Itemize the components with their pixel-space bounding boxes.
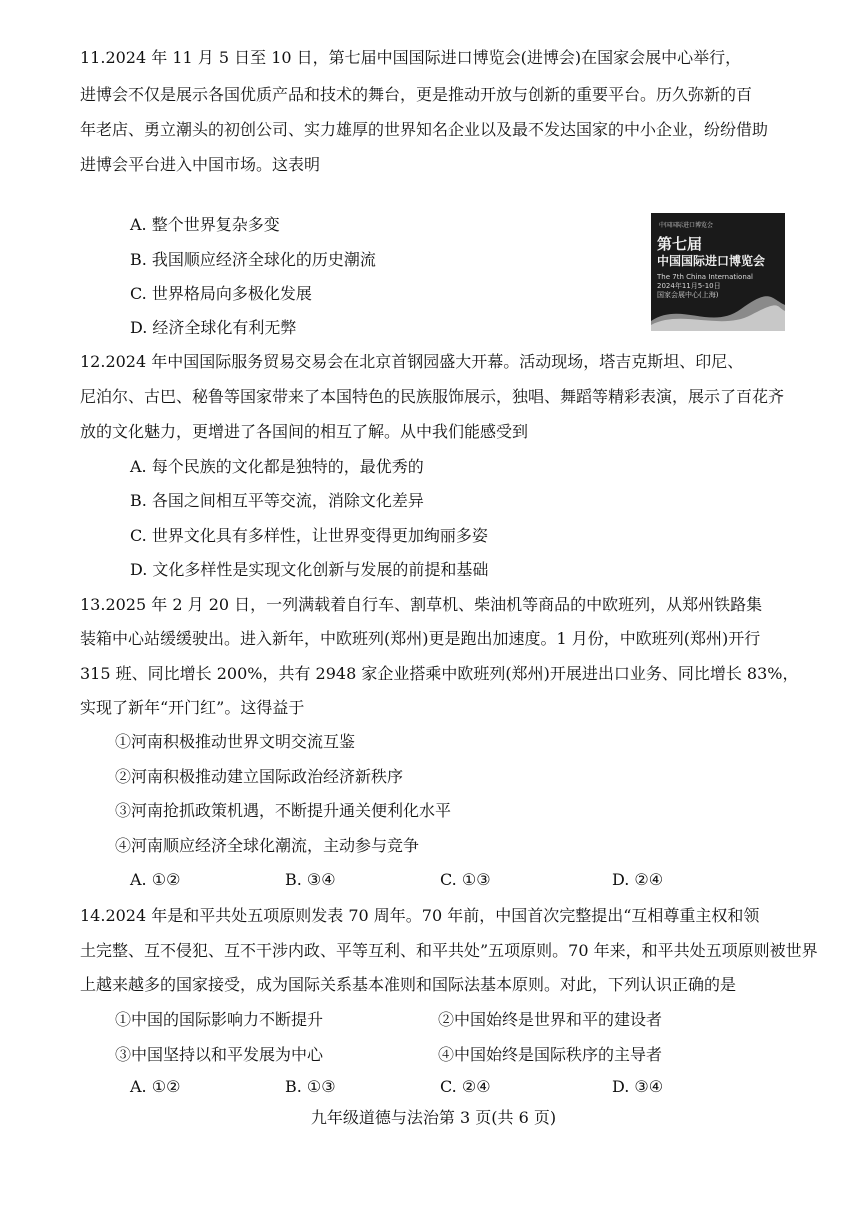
q13-option-b: B. ③④ (285, 870, 336, 889)
q13-item-4: ④河南顺应经济全球化潮流，主动参与竞争 (115, 836, 420, 855)
q13-item-3: ③河南抢抓政策机遇，不断提升通关便利化水平 (115, 801, 452, 820)
q11-option-d: D. 经济全球化有利无弊 (130, 318, 297, 337)
poster-subtitle-line-2: 2024年11月5-10日 (657, 282, 721, 290)
q11-option-a: A. 整个世界复杂多变 (130, 215, 280, 234)
q13-option-d: D. ②④ (612, 870, 664, 889)
q13-option-a: A. ①② (130, 870, 181, 889)
poster-title-line-2: 中国国际进口博览会 (657, 254, 766, 268)
q14-option-a: A. ①② (130, 1077, 181, 1096)
q13-stem-line-3: 315 班、同比增长 200%，共有 2948 家企业搭乘中欧班列(郑州)开展进出口业务、同比增长 83%， (80, 664, 799, 683)
poster-subtitle-line-1: The 7th China International (657, 273, 754, 281)
q13-option-c: C. ①③ (440, 870, 491, 889)
q12-option-c: C. 世界文化具有多样性，让世界变得更加绚丽多姿 (130, 526, 488, 545)
q13-stem-line-2: 装箱中心站缓缓驶出。进入新年，中欧班列(郑州)更是跑出加速度。1 月份，中欧班列(郑州)开行 (80, 629, 761, 648)
expo-poster-image (651, 213, 785, 331)
q12-stem-line-1: 12.2024 年中国国际服务贸易交易会在北京首钢园盛大开幕。活动现场，塔吉克斯坦、印尼、 (80, 352, 744, 371)
q13-stem-line-4: 实现了新年“开门红”。这得益于 (80, 698, 305, 717)
q14-option-c: C. ②④ (440, 1077, 491, 1096)
q14-option-d: D. ③④ (612, 1077, 664, 1096)
q14-item-2: ②中国始终是世界和平的建设者 (438, 1010, 663, 1029)
q14-item-4: ④中国始终是国际秩序的主导者 (438, 1045, 663, 1064)
poster-wave-graphic (651, 291, 785, 331)
q12-option-d: D. 文化多样性是实现文化创新与发展的前提和基础 (130, 560, 489, 579)
q14-stem-line-2: 土完整、互不侵犯、互不干涉内政、平等互利、和平共处”五项原则。70 年来，和平共处五项原则被世界 (80, 941, 818, 960)
q11-stem-line-1: 11.2024 年 11 月 5 日至 10 日，第七届中国国际进口博览会(进博会)在国家会展中心举行， (80, 48, 742, 67)
poster-subtitle-line-3: 国家会展中心(上海) (657, 291, 719, 299)
q11-option-c: C. 世界格局向多极化发展 (130, 284, 312, 303)
q11-option-b: B. 我国顺应经济全球化的历史潮流 (130, 250, 376, 269)
poster-title (657, 235, 781, 269)
poster-title-line-1: 第七届 (657, 235, 703, 253)
q12-option-b: B. 各国之间相互平等交流，消除文化差异 (130, 491, 424, 510)
q13-item-1: ①河南积极推动世界文明交流互鉴 (115, 732, 356, 751)
q14-stem-line-3: 上越来越多的国家接受，成为国际关系基本准则和国际法基本原则。对此，下列认识正确的是 (80, 975, 737, 994)
q11-stem-line-2: 进博会不仅是展示各国优质产品和技术的舞台，更是推动开放与创新的重要平台。历久弥新的百 (80, 85, 753, 104)
q11-stem-line-4: 进博会平台进入中国市场。这表明 (80, 155, 321, 174)
q11-stem-line-3: 年老店、勇立潮头的初创公司、实力雄厚的世界知名企业以及最不发达国家的中小企业，纷纷借助 (80, 120, 769, 139)
q12-stem-line-2: 尼泊尔、古巴、秘鲁等国家带来了本国特色的民族服饰展示，独唱、舞蹈等精彩表演，展示了百花齐 (80, 387, 785, 406)
q14-item-3: ③中国坚持以和平发展为中心 (115, 1045, 324, 1064)
q14-item-1: ①中国的国际影响力不断提升 (115, 1010, 324, 1029)
page-footer: 九年级道德与法治第 3 页(共 6 页) (310, 1108, 557, 1127)
poster-header-text: 中国国际进口博览会 (659, 222, 714, 229)
q12-option-a: A. 每个民族的文化都是独特的，最优秀的 (130, 457, 424, 476)
q12-stem-line-3: 放的文化魅力，更增进了各国间的相互了解。从中我们能感受到 (80, 422, 529, 441)
q14-stem-line-1: 14.2024 年是和平共处五项原则发表 70 周年。70 年前，中国首次完整提出“互相尊重主权和领 (80, 906, 760, 925)
q14-option-b: B. ①③ (285, 1077, 336, 1096)
q13-item-2: ②河南积极推动建立国际政治经济新秩序 (115, 767, 404, 786)
q13-stem-line-1: 13.2025 年 2 月 20 日，一列满载着自行车、割草机、柴油机等商品的中欧班列，从郑州铁路集 (80, 595, 763, 614)
